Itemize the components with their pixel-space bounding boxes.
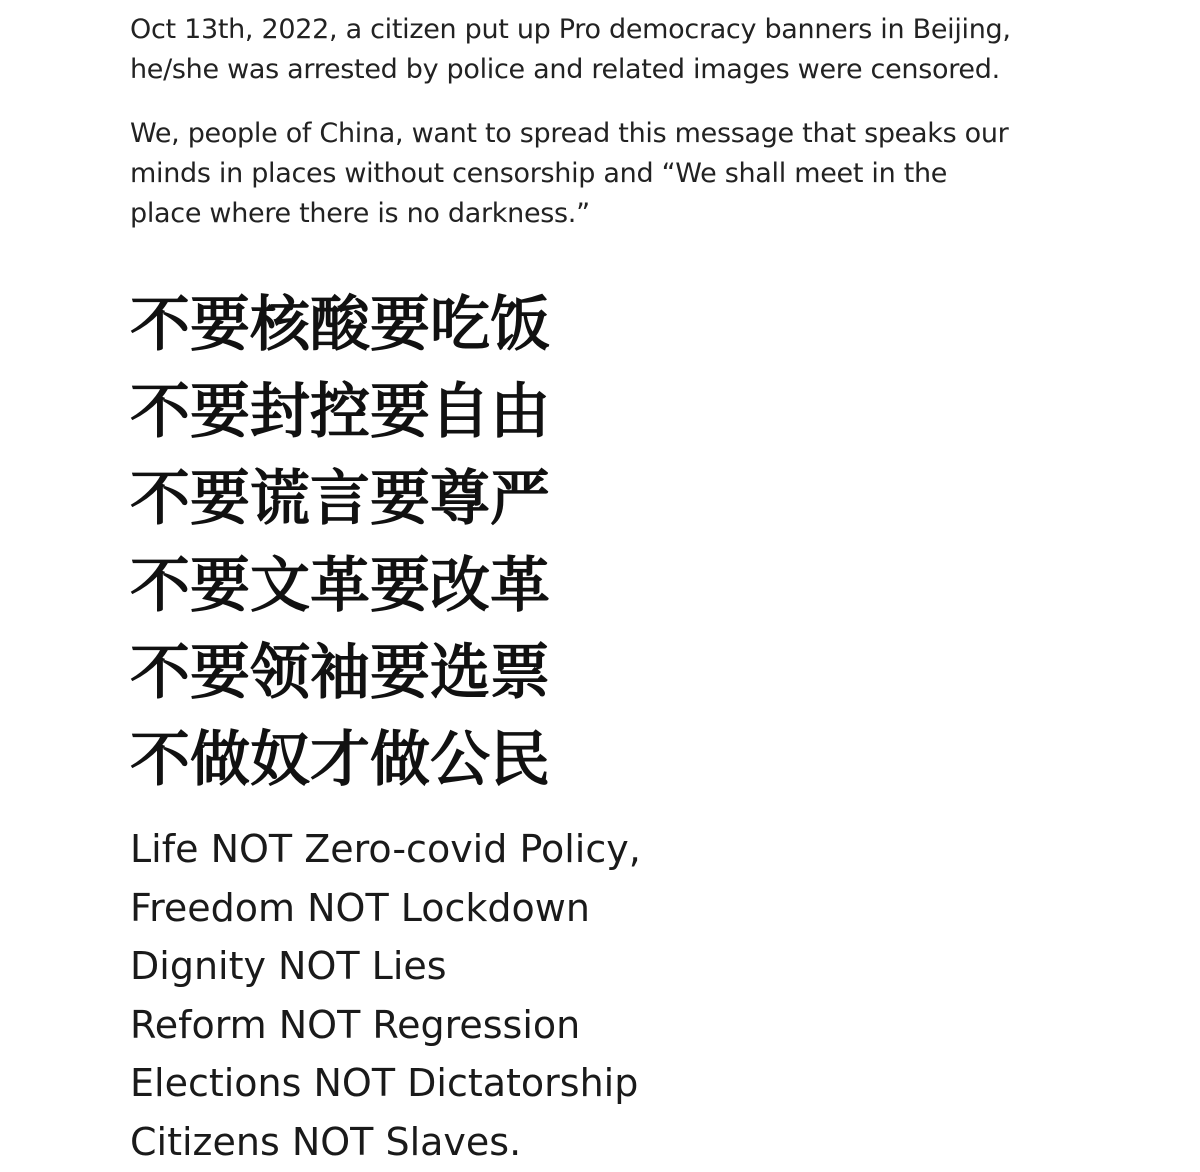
english-slogan-line: Freedom NOT Lockdown (130, 885, 590, 930)
chinese-slogan-line: 不要封控要自由 (130, 377, 550, 447)
english-slogan-line: Life NOT Zero-covid Policy, (130, 827, 641, 871)
text-line: We, people of China, want to spread this message that speaks our (130, 118, 1009, 149)
chinese-slogan-line: 不要谎言要尊严 (130, 464, 550, 534)
chinese-slogan-line: 不要核酸要吃饭 (130, 290, 550, 360)
english-slogan-line: Reform NOT Regression (130, 1002, 581, 1047)
chinese-slogans (130, 282, 550, 804)
chinese-slogan-line: 不要文革要改革 (130, 551, 550, 621)
english-slogan-line: Elections NOT Dictatorship (130, 1061, 639, 1106)
chinese-slogan-line: 不要领袖要选票 (130, 638, 550, 708)
english-slogan-line: Citizens NOT Slaves. (130, 1119, 522, 1164)
text-line: Oct 13th, 2022, a citizen put up Pro democracy banners in Beijing, (130, 14, 1011, 45)
intro-paragraph-message (130, 114, 1130, 234)
english-slogan-line: Dignity NOT Lies (130, 944, 447, 989)
english-slogans (130, 820, 641, 1172)
text-line: place where there is no darkness.” (130, 198, 590, 229)
text-line: minds in places without censorship and “We shall meet in the (130, 158, 948, 189)
text-line: he/she was arrested by police and related images were censored. (130, 54, 1000, 85)
intro-paragraph-arrest (130, 10, 1130, 90)
chinese-slogan-line: 不做奴才做公民 (130, 725, 550, 795)
